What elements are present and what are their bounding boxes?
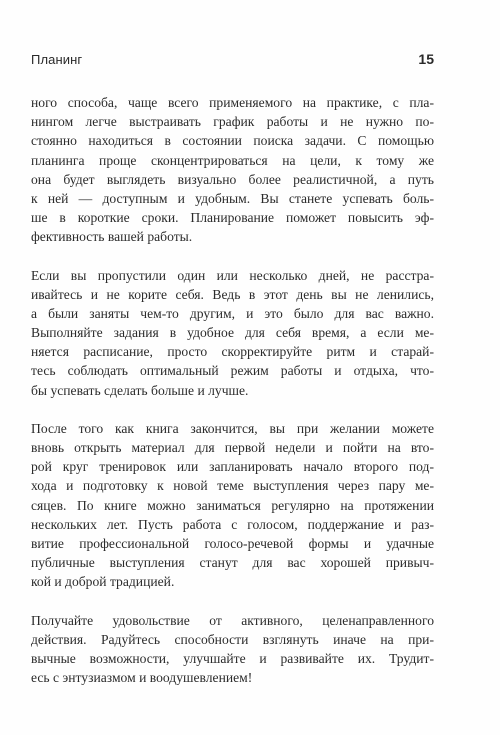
text-line: а были заняты чем-то другим, и это было для вас важно. xyxy=(31,305,434,321)
text-line: действия. Радуйтесь способности взглянуть иначе на при- xyxy=(31,631,434,647)
text-line: публичные выступления станут для вас хорошей привыч- xyxy=(31,555,434,571)
text-line: нескольких лет. Пусть работа с голосом, поддержание и раз- xyxy=(31,516,434,532)
page-number: 15 xyxy=(418,51,434,67)
text-line: она будет выглядеть визуально более реалистичной, а путь xyxy=(31,171,434,187)
text-line: вычные возможности, улучшайте и развивайте их. Трудит- xyxy=(31,650,434,666)
running-header xyxy=(31,52,434,70)
text-line: Если вы пропустили один или несколько дней, не расстра- xyxy=(31,267,434,283)
paragraph-2 xyxy=(31,266,434,400)
text-line: бы успевать сделать больше и лучше. xyxy=(31,382,249,398)
text-line: стоянно находиться в состоянии поиска задачи. С помощью xyxy=(31,133,434,149)
text-line: сяцев. По книге можно заниматься регулярно на протяжении xyxy=(31,497,434,513)
text-line: есь с энтузиазмом и воодушевлением! xyxy=(31,670,253,686)
paragraph-4 xyxy=(31,611,434,688)
text-line: рой круг тренировок или запланировать начало второго под- xyxy=(31,459,434,475)
text-line: ивайтесь и не корите себя. Ведь в этот день вы не ленились, xyxy=(31,286,434,302)
text-line: к ней — доступным и удобным. Вы станете успевать боль- xyxy=(31,190,434,206)
text-line: няется расписание, просто скорректируйте ритм и старай- xyxy=(31,344,434,360)
text-line: нингом легче выстраивать график работы и не нужно по- xyxy=(31,114,434,130)
text-line: кой и доброй традицией. xyxy=(31,574,175,590)
body-text xyxy=(31,93,434,706)
text-line: После того как книга закончится, вы при желании можете xyxy=(31,420,434,436)
text-line: ше в короткие сроки. Планирование поможет повысить эф- xyxy=(31,210,434,226)
text-line: Получайте удовольствие от активного, целенаправленного xyxy=(31,612,434,628)
text-line: тесь соблюдать оптимальный режим работы и отдыха, что- xyxy=(31,363,434,379)
text-line: ного способа, чаще всего применяемого на практике, с пла- xyxy=(31,95,434,110)
paragraph-1 xyxy=(31,93,434,247)
text-line: хода и подготовку к новой теме выступления через пару ме- xyxy=(31,478,434,494)
running-title: Планинг xyxy=(31,52,83,67)
text-line: Выполняйте задания в удобное для себя время, а если ме- xyxy=(31,325,434,341)
text-line: вновь открыть материал для первой недели и пойти на вто- xyxy=(31,440,434,455)
text-line: планинга проще сконцентрироваться на цели, к тому же xyxy=(31,152,434,168)
text-line: фективность вашей работы. xyxy=(31,229,193,245)
text-line: витие профессиональной голосо-речевой формы и удачные xyxy=(31,535,434,551)
paragraph-3 xyxy=(31,419,434,592)
